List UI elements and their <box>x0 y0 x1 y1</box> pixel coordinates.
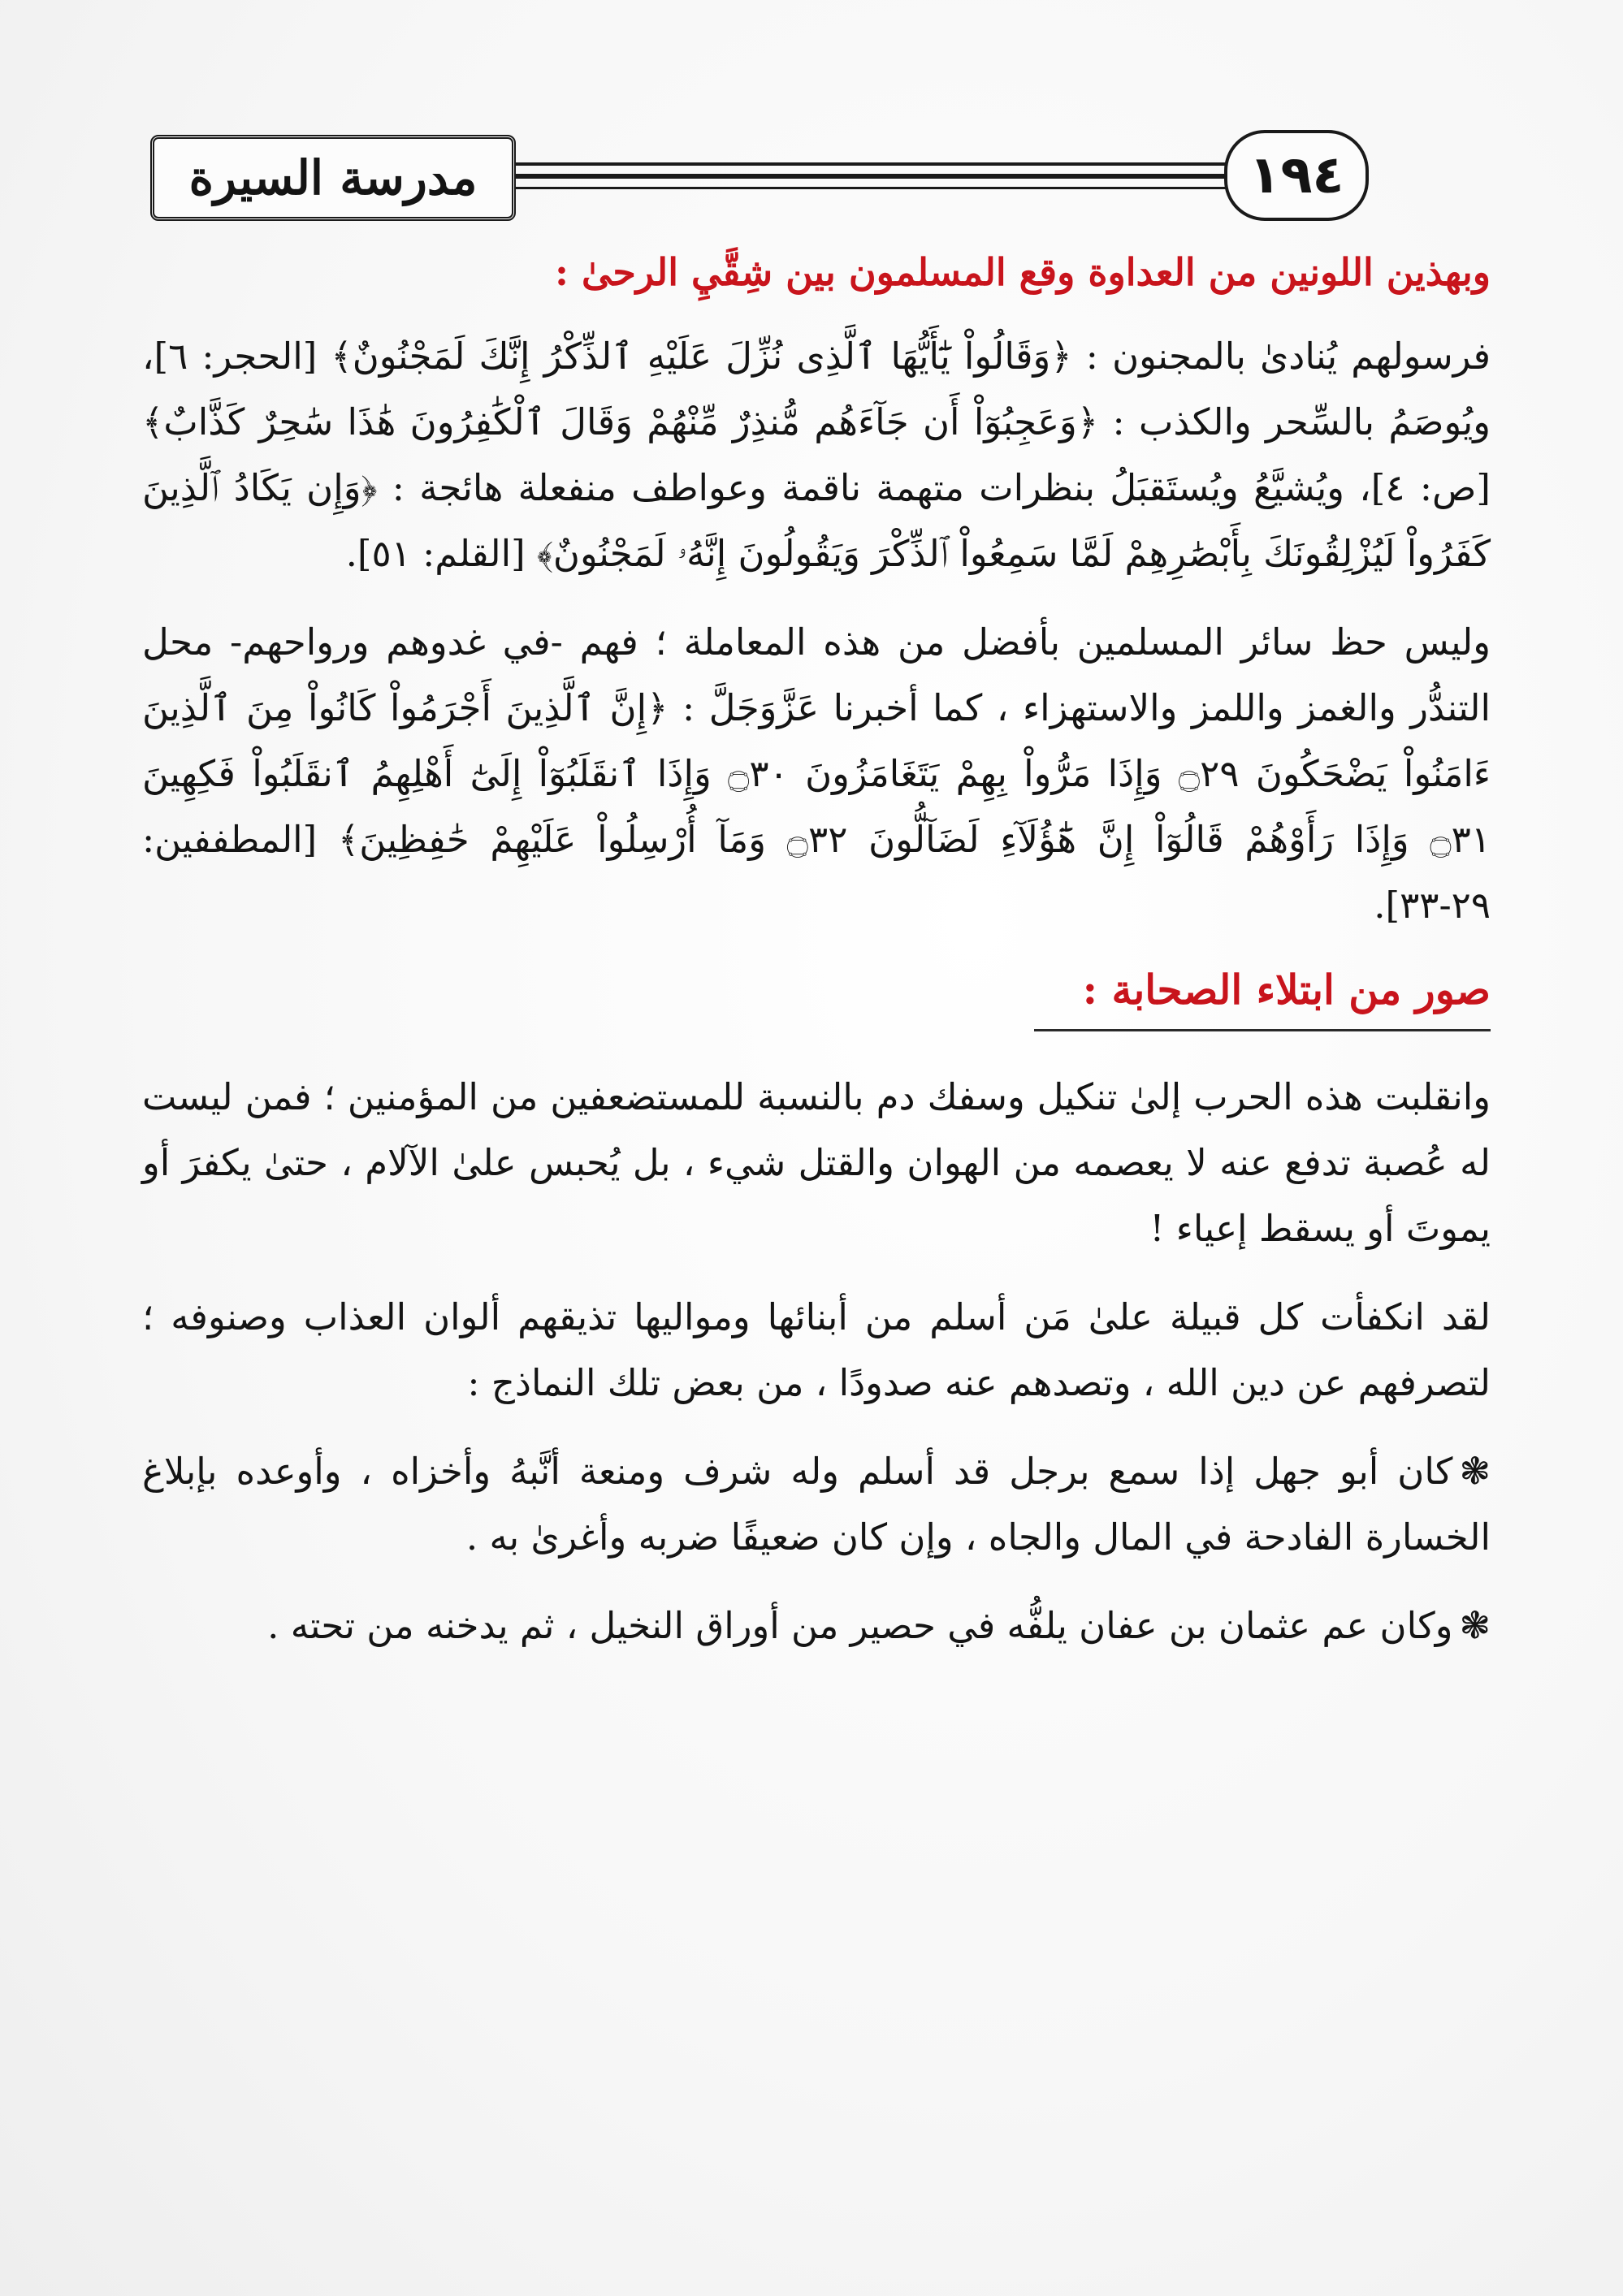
header-rule <box>508 174 1247 179</box>
bullet-item <box>142 1593 1491 1658</box>
page-number: ١٩٤ <box>1224 130 1369 221</box>
paragraph-3: وانقلبت هذه الحرب إلىٰ تنكيل وسفك دم بالنسبة للمستضعفين من المؤمنين ؛ فمن ليست له عُصبة تدفع عنه لا يعصمه من الهوان والقتل شيء ، بل يُحبس علىٰ الآلام ، حتىٰ يكفرَ أو يموتَ أو يسقط إعياء ! <box>142 1075 1491 1250</box>
section-heading-wrap <box>142 961 1491 1031</box>
bullet-text: كان أبو جهل إذا سمع برجل قد أسلم وله شرف ومنعة أنَّبهُ وأخزاه ، وأوعده بإبلاغ الخسارة الفادحة في المال والجاه ، وإن كان ضعيفًا ضربه وأغرىٰ به . <box>142 1450 1491 1559</box>
page-header <box>150 130 1369 219</box>
intro-heading: وبهذين اللونين من العداوة وقع المسلمون بين شِقَّيِ الرحىٰ : <box>555 250 1491 294</box>
bullet-item <box>142 1438 1491 1570</box>
header-rule <box>508 162 1247 166</box>
paragraph-2: وليس حظ سائر المسلمين بأفضل من هذه المعاملة ؛ فهم -في غدوهم ورواحهم- محل التندُّر والغمز واللمز والاستهزاء ، كما أخبرنا عَزَّوَجَلَّ : ﴿إِنَّ ٱلَّذِينَ أَجْرَمُواْ كَانُواْ مِنَ ٱلَّذِينَ ءَامَنُواْ يَضْحَكُونَ ۝٢٩ وَإِذَا مَرُّواْ بِهِمْ يَتَغَامَزُونَ ۝٣٠ وَإِذَا ٱنقَلَبُوٓاْ إِلَىٰٓ أَهْلِهِمُ ٱنقَلَبُواْ فَكِهِينَ ۝٣١ وَإِذَا رَأَوْهُمْ قَالُوٓاْ إِنَّ هَٰٓؤُلَآءِ لَضَآلُّونَ ۝٣٢ وَمَآ أُرْسِلُواْ عَلَيْهِمْ حَٰفِظِينَ﴾ [المطففين: ٢٩-٣٣]. <box>142 620 1491 927</box>
bullet-text: وكان عم عثمان بن عفان يلفُّه في حصير من أوراق النخيل ، ثم يدخنه من تحته . <box>267 1604 1453 1647</box>
header-rule <box>508 187 1247 189</box>
flower-bullet-icon: ❃ <box>1459 1449 1491 1493</box>
paragraph-1: فرسولهم يُنادىٰ بالمجنون : ﴿وَقَالُواْ يَٰٓأَيُّهَا ٱلَّذِى نُزِّلَ عَلَيْهِ ٱلذِّكْرُ إِنَّكَ لَمَجْنُونٌ﴾ [الحجر: ٦]، ويُوصَمُ بالسِّحر والكذب : ﴿وَعَجِبُوٓاْ أَن جَآءَهُم مُّنذِرٌ مِّنْهُمْ وَقَالَ ٱلْكَٰفِرُونَ هَٰذَا سَٰحِرٌ كَذَّابٌ﴾ [ص: ٤]، ويُشيَّعُ ويُستَقبَلُ بنظرات متهمة ناقمة وعواطف منفعلة هائجة : ﴿وَإِن يَكَادُ ٱلَّذِينَ كَفَرُواْ لَيُزْلِقُونَكَ بِأَبْصَٰرِهِمْ لَمَّا سَمِعُواْ ٱلذِّكْرَ وَيَقُولُونَ إِنَّهُۥ لَمَجْنُونٌ﴾ [القلم: ٥١]. <box>142 335 1491 575</box>
book-title: مدرسة السيرة <box>150 135 516 221</box>
page-body <box>142 244 1491 1658</box>
paragraph-4: لقد انكفأت كل قبيلة علىٰ مَن أسلم من أبنائها ومواليها تذيقهم ألوان العذاب وصنوفه ؛ لتصرفهم عن دين الله ، وتصدهم عنه صدودًا ، من بعض تلك النماذج : <box>142 1295 1491 1404</box>
section-heading: صور من ابتلاء الصحابة : <box>1034 961 1491 1031</box>
flower-bullet-icon: ❃ <box>1459 1603 1491 1647</box>
